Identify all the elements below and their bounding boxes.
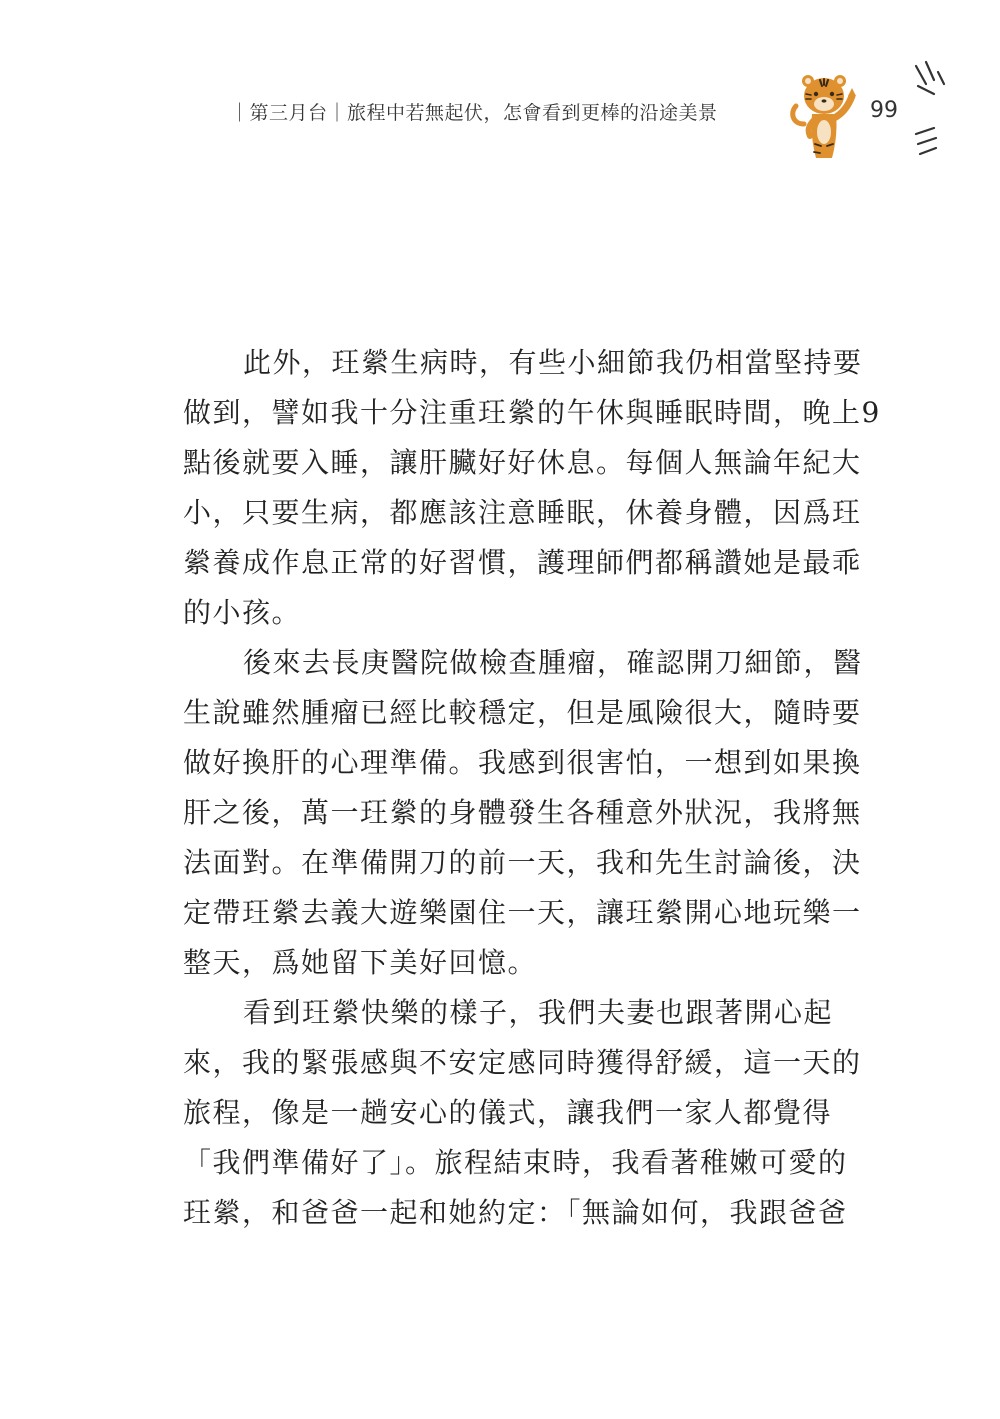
emphasis-lines-icon (906, 58, 950, 160)
text-line: 肝之後，萬一玨縈的身體發生各種意外狀況，我將無 (183, 796, 862, 829)
text-line: 來，我的緊張感與不安定感同時獲得舒緩，這一天的 (183, 1046, 862, 1079)
paragraph (183, 338, 881, 638)
tiger-mascot-icon (786, 66, 866, 162)
text-line: 看到玨縈快樂的樣子，我們夫妻也跟著開心起 (243, 996, 834, 1029)
text-line: 法面對。在準備開刀的前一天，我和先生討論後，決 (183, 846, 862, 879)
running-header (230, 96, 790, 130)
text-line: 生說雖然腫瘤已經比較穩定，但是風險很大，隨時要 (183, 696, 862, 729)
paragraph (183, 988, 867, 1238)
text-line: 小，只要生病，都應該注意睡眠，休養身體，因爲玨 (183, 496, 862, 529)
text-line: 的小孩。 (183, 596, 302, 629)
running-title: ｜第三月台｜旅程中若無起伏，怎會看到更棒的沿途美景 (230, 102, 718, 124)
text-line: 旅程，像是一趟安心的儀式，讓我們一家人都覺得 (183, 1096, 833, 1129)
text-line: 後來去長庚醫院做檢查腫瘤，確認開刀細節，醫 (243, 646, 863, 679)
paragraph (183, 638, 867, 988)
body-text (183, 338, 881, 1238)
text-line: 縈養成作息正常的好習慣，護理師們都稱讚她是最乖 (183, 546, 862, 579)
text-line: 「我們準備好了」。旅程結束時，我看著稚嫩可愛的 (183, 1146, 848, 1179)
text-line: 做好換肝的心理準備。我感到很害怕，一想到如果換 (183, 746, 862, 779)
text-line: 玨縈，和爸爸一起和她約定：「無論如何，我跟爸爸 (183, 1196, 848, 1229)
text-line: 點後就要入睡，讓肝臟好好休息。每個人無論年紀大 (183, 446, 862, 479)
text-line: 整天，爲她留下美好回憶。 (183, 946, 538, 979)
page-number: 99 (870, 98, 898, 123)
text-line: 此外，玨縈生病時，有些小細節我仍相當堅持要 (243, 346, 863, 379)
text-line: 定帶玨縈去義大遊樂園住一天，讓玨縈開心地玩樂一 (183, 896, 862, 929)
text-line: 做到，譬如我十分注重玨縈的午休與睡眠時間，晚上9 (183, 396, 881, 429)
